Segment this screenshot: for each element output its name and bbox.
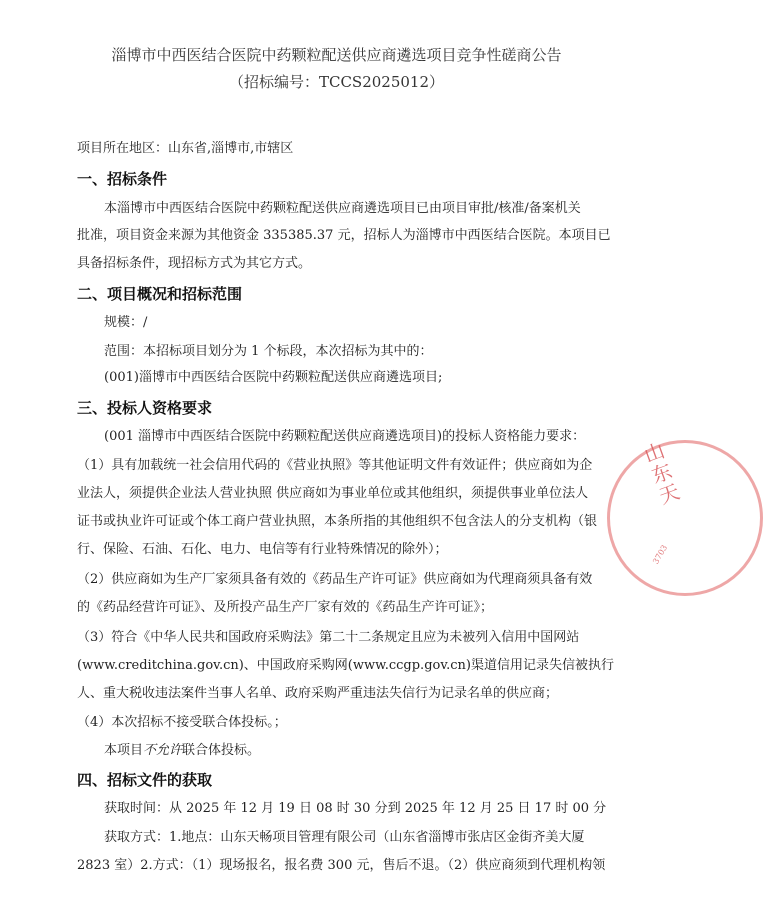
seal-text: 山东天: [637, 439, 684, 510]
joint-bid-suffix: 联合体投标。: [182, 743, 261, 758]
s4-time: 获取时间：从 2025 年 12 月 19 日 08 时 30 分到 2025 年 12 月 25 日 17 时 00 分: [104, 801, 607, 816]
s3-req-3b: (www.creditchina.gov.cn)、中国政府采购网(www.ccgp.gov.cn)渠道信用记录失信被执行: [77, 658, 614, 673]
official-seal-stamp: [607, 440, 763, 596]
s3-req-2b: 的《药品经营许可证》、及所投产品生产厂家有效的《药品生产许可证》；: [77, 600, 494, 615]
joint-bid-emphasis: 不允许: [143, 743, 183, 758]
s3-intro: (001 淄博市中西医结合医院中药颗粒配送供应商遴选项目)的投标人资格能力要求：: [104, 429, 586, 444]
s3-req-1b: 业法人，须提供企业法人营业执照 供应商如为事业单位或其他组织，须提供事业单位法人: [77, 486, 589, 501]
s4-way-a: 获取方式：1.地点：山东天畅项目管理有限公司（山东省淄博市张店区金街齐美大厦: [104, 830, 585, 845]
section-1-heading: 一、招标条件: [77, 170, 168, 188]
joint-bid-prefix: 本项目: [104, 743, 144, 758]
s1-line-1: 本淄博市中西医结合医院中药颗粒配送供应商遴选项目已由项目审批/核准/备案机关: [104, 201, 581, 216]
seal-number: 3703: [651, 543, 670, 566]
s3-req-1a: （1）具有加载统一社会信用代码的《营业执照》等其他证明文件有效证件；供应商如为企: [77, 458, 593, 473]
document-title: 淄博市中西医结合医院中药颗粒配送供应商遴选项目竞争性磋商公告: [111, 46, 562, 64]
project-region: 项目所在地区：山东省,淄博市,市辖区: [77, 141, 294, 156]
s3-req-3a: （3）符合《中华人民共和国政府采购法》第二十二条规定且应为未被列入信用中国网站: [77, 630, 580, 645]
s3-req-4: （4）本次招标不接受联合体投标。；: [77, 715, 287, 730]
s1-line-2: 批准，项目资金来源为其他资金 335385.37 元，招标人为淄博市中西医结合医院。本项目已: [77, 228, 611, 243]
s3-req-1d: 行、保险、石油、石化、电力、电信等有行业特殊情况的除外）；: [77, 542, 448, 557]
tender-number: （招标编号：TCCS2025012）: [228, 73, 445, 91]
s3-req-2a: （2）供应商如为生产厂家须具备有效的《药品生产许可证》供应商如为代理商须具备有效: [77, 572, 593, 587]
s2-lot: (001)淄博市中西医结合医院中药颗粒配送供应商遴选项目;: [104, 370, 443, 385]
s2-scale: 规模：/: [104, 315, 148, 330]
section-4-heading: 四、招标文件的获取: [77, 771, 213, 789]
s3-req-3c: 人、重大税收违法案件当事人名单、政府采购严重违法失信行为记录名单的供应商；: [77, 686, 559, 701]
s3-req-1c: 证书或执业许可证或个体工商户营业执照，本条所指的其他组织不包含法人的分支机构（银: [77, 514, 598, 529]
s2-scope: 范围：本招标项目划分为 1 个标段，本次招标为其中的：: [104, 344, 433, 359]
s1-line-3: 具备招标条件，现招标方式为其它方式。: [77, 256, 312, 271]
s3-joint-bid: [104, 743, 260, 759]
section-2-heading: 二、项目概况和招标范围: [77, 285, 243, 303]
s4-way-b: 2823 室）2.方式：（1）现场报名，报名费 300 元，售后不退。（2）供应商须到代理机构领: [77, 858, 606, 873]
section-3-heading: 三、投标人资格要求: [77, 399, 213, 417]
